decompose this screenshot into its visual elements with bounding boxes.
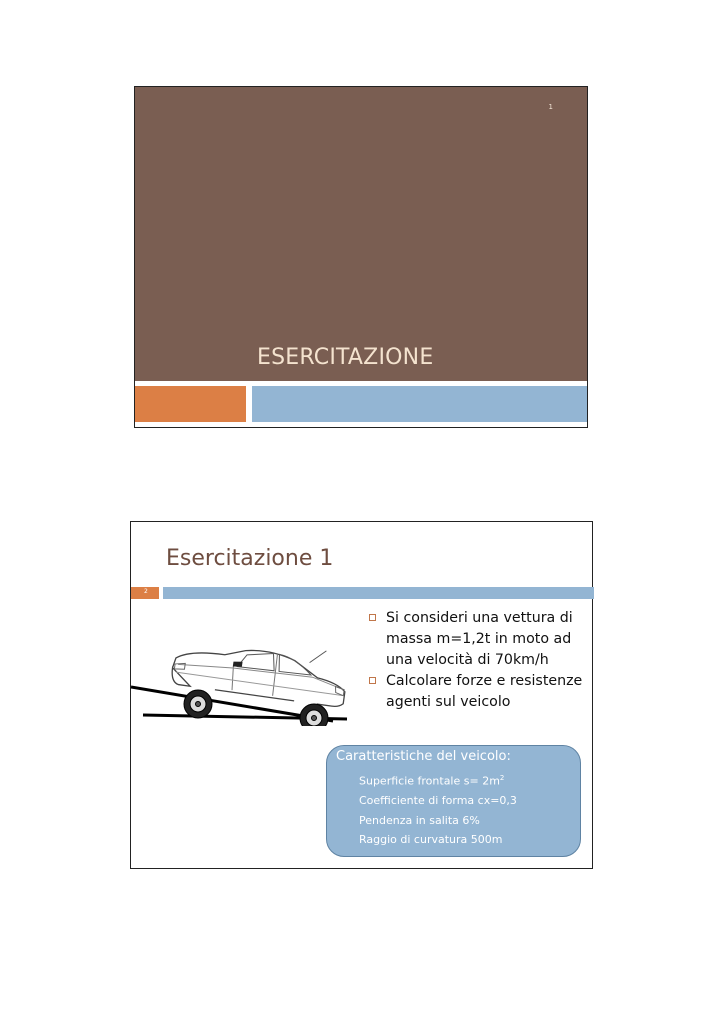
specs-list bbox=[359, 769, 517, 850]
accent-bar-orange bbox=[135, 386, 246, 422]
list-item: Si consideri una vettura di massa m=1,2t in moto ad una velocità di 70km/h bbox=[369, 608, 589, 671]
slide-2 bbox=[130, 521, 593, 869]
spec-item: Raggio di curvatura 500m bbox=[359, 833, 503, 847]
spec-item: Pendenza in salita 6% bbox=[359, 813, 480, 827]
square-bullet-icon bbox=[369, 614, 376, 621]
bullet-list bbox=[369, 608, 589, 713]
slide-number: 2 bbox=[144, 588, 148, 595]
square-bullet-icon bbox=[369, 677, 376, 684]
spec-item: Superficie frontale $s= 2m^2$ bbox=[359, 774, 505, 788]
slide-number: 1 bbox=[548, 103, 553, 111]
specs-heading: Caratteristiche del veicolo: bbox=[336, 749, 511, 764]
car-on-slope-illustration bbox=[131, 634, 356, 726]
vehicle-specs-box bbox=[326, 745, 581, 857]
rear-wheel bbox=[300, 704, 328, 726]
title-panel bbox=[135, 87, 587, 381]
spec-item: Coefficiente di forma cx=0,3 bbox=[359, 794, 517, 808]
list-item: Calcolare forze e resistenze agenti sul veicolo bbox=[369, 671, 589, 713]
slide-title: Esercitazione 1 bbox=[166, 546, 334, 571]
slide-1 bbox=[134, 86, 588, 428]
accent-bar-blue bbox=[163, 587, 594, 599]
slide-title: ESERCITAZIONE bbox=[257, 345, 434, 370]
accent-bar-blue bbox=[252, 386, 587, 422]
front-wheel bbox=[184, 690, 212, 718]
